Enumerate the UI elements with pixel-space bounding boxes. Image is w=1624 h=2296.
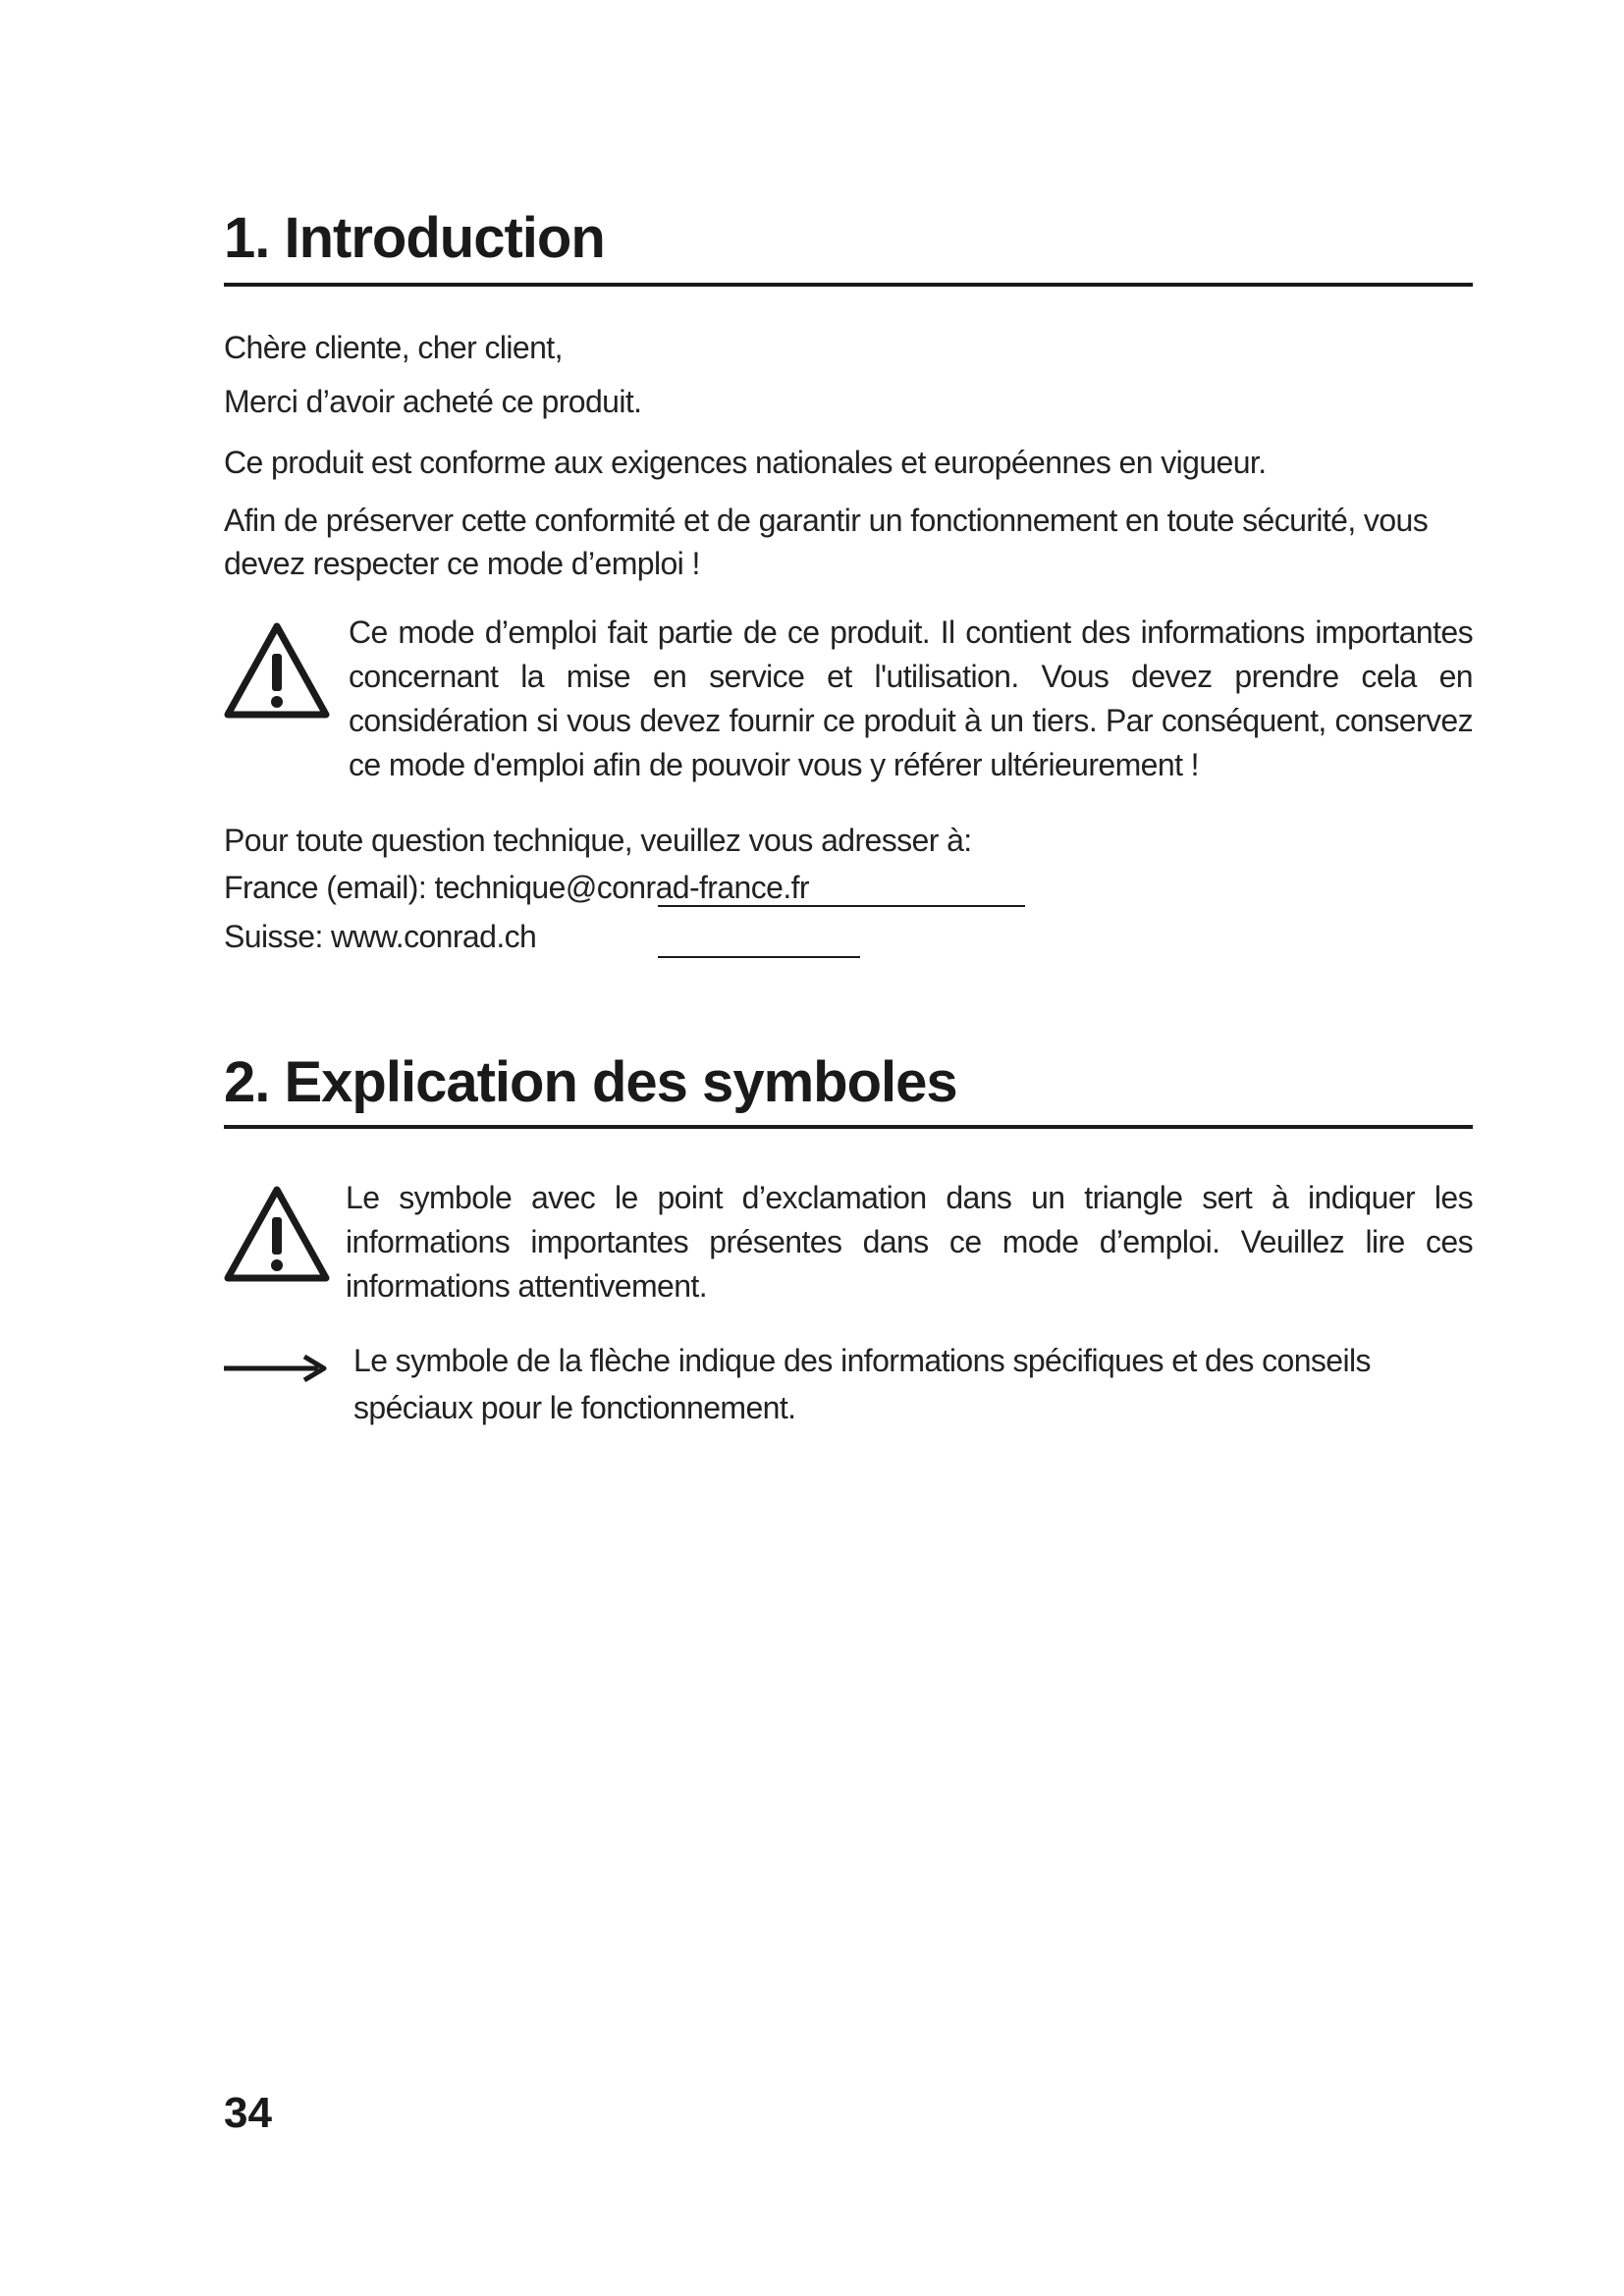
warning-triangle-icon: [222, 620, 332, 722]
heading-rule: [224, 283, 1473, 287]
heading-rule: [224, 1125, 1473, 1129]
section-title-introduction: 1. Introduction: [224, 206, 605, 270]
contact-france-underline: [658, 905, 1025, 907]
greeting: Chère cliente, cher client,: [224, 330, 563, 365]
exclamation-symbol-description: Le symbole avec le point d’exclamation dans un triangle sert à indiquer les informations importantes présentes dans ce mode d’emploi. Veuillez lire ces informations attentivement.: [346, 1180, 1473, 1304]
instruction-text: Afin de préserver cette conformité et de garantir un fonctionnement en toute sécurité, vous devez respecter ce mode d’emploi !: [224, 503, 1429, 581]
contact-suisse-underline: [658, 956, 860, 958]
warning-triangle-icon: [222, 1184, 332, 1286]
arrow-right-icon: [222, 1349, 330, 1388]
contact-france: France (email): technique@conrad-france.fr: [224, 870, 809, 905]
arrow-symbol-description: Le symbole de la flèche indique des informations spécifiques et des conseils spéciaux pour le fonctionnement.: [353, 1343, 1371, 1425]
page-number: 34: [224, 2089, 272, 2137]
contact-intro: Pour toute question technique, veuillez vous adresser à:: [224, 823, 972, 858]
thanks-text: Merci d’avoir acheté ce produit.: [224, 384, 642, 419]
warning-text: Ce mode d’emploi fait partie de ce produit. Il contient des informations importantes concernant la mise en service et l'utilisation. Vous devez prendre cela en considération si vous devez fournir ce produit à un tiers. Par conséquent, conservez ce mode d'emploi afin de pouvoir vous y référer ultérieurement !: [349, 614, 1473, 782]
contact-suisse: Suisse: www.conrad.ch: [224, 919, 537, 954]
section-title-symbols: 2. Explication des symboles: [224, 1050, 957, 1114]
conformity-text: Ce produit est conforme aux exigences nationales et européennes en vigueur.: [224, 445, 1267, 480]
